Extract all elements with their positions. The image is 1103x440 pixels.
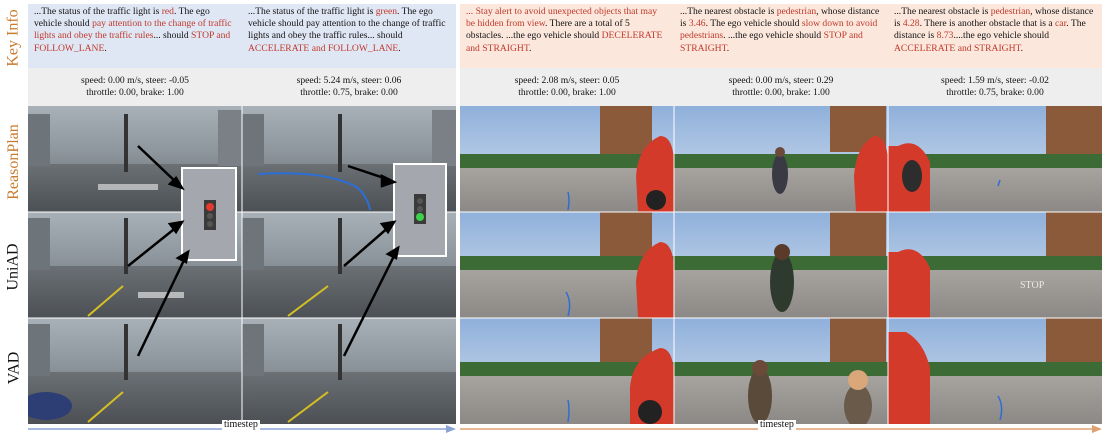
panel-uniad-t4	[674, 212, 888, 318]
body-text: .	[398, 42, 401, 54]
stats-5	[888, 68, 1102, 106]
panel-vad-t1	[28, 318, 242, 424]
body-text: .	[1020, 42, 1024, 54]
panel-reasonplan-t3	[460, 106, 674, 212]
body-text: , whose distance is	[680, 6, 880, 30]
timestep-label-left: timestep	[224, 419, 258, 430]
panel-reasonplan-t5	[888, 106, 1102, 212]
stats-2-line2: throttle: 0.75, brake: 0.00	[300, 87, 398, 98]
traffic-light-inset-green	[394, 164, 446, 256]
body-text: .	[726, 42, 730, 54]
panel-uniad-t3	[460, 212, 674, 318]
panel-vad-t3	[460, 318, 674, 424]
timestep-label-right: timestep	[760, 419, 794, 430]
panel-vad-t5	[888, 318, 1102, 424]
stats-3-line2: throttle: 0.00, brake: 1.00	[518, 87, 616, 98]
row-label-uniad-text: UniAD	[4, 243, 22, 291]
panel-vad-t2	[242, 318, 456, 424]
highlight-text: STOP and FOLLOW_LANE	[34, 30, 231, 54]
body-text: ...The nearest obstacle is	[894, 6, 991, 17]
body-text: . The ego vehicle should pay attention to the change of traffic lights and obey the traffic rules... should	[248, 6, 446, 42]
body-text: . The distance is	[894, 18, 1086, 42]
road-stop-text: STOP	[1020, 280, 1045, 291]
highlight-text: 4.28	[902, 18, 920, 30]
body-text: . The ego vehicle should	[34, 6, 210, 30]
stats-1	[28, 68, 242, 106]
body-text: .	[528, 42, 532, 54]
highlight-text: pedestrian	[776, 6, 817, 17]
body-text: , whose distance is	[894, 6, 1094, 30]
highlight-text: slow down to avoid pedestrians	[680, 18, 878, 42]
stats-4-line1: speed: 0.00 m/s, steer: 0.29	[728, 75, 834, 86]
highlight-text: 8.73	[936, 30, 954, 42]
body-text: . There is another obstacle that is a	[919, 18, 1056, 30]
highlight-text: ... Stay alert to avoid unexpected objects that may be hidden from view	[466, 6, 658, 30]
highlight-text: STOP and STRAIGHT	[680, 30, 863, 54]
pedestrian-figure	[772, 154, 788, 194]
highlight-text: pedestrian	[990, 6, 1031, 17]
body-text: ....the ego vehicle should	[953, 30, 1050, 42]
body-text: . There are a total of 5 obstacles. ...the ego vehicle should	[466, 18, 630, 42]
highlight-text: red	[161, 6, 174, 17]
highlight-text: 3.46	[688, 18, 706, 30]
row-label-key-info-text: Key Info	[5, 9, 22, 67]
body-text: ...The status of the traffic light is	[248, 6, 376, 17]
stats-1-line2: throttle: 0.00, brake: 1.00	[86, 87, 184, 98]
key-info-1	[28, 4, 242, 68]
key-info-2	[242, 4, 456, 68]
stats-4-line2: throttle: 0.00, brake: 1.00	[732, 87, 830, 98]
pedestrian-figure	[748, 368, 772, 424]
body-text: . The ego vehicle should	[705, 18, 802, 30]
stats-3-line1: speed: 2.08 m/s, steer: 0.05	[514, 75, 620, 86]
highlight-text: DECELERATE and STRAIGHT	[466, 30, 663, 54]
pedestrian-scene-svg	[460, 106, 1102, 424]
body-text: . ...the ego vehicle should	[723, 30, 824, 42]
body-text: ...The status of the traffic light is	[34, 6, 162, 17]
stats-3	[460, 68, 674, 106]
body-text: ...The nearest obstacle is	[680, 6, 777, 17]
row-label-vad-text: VAD	[4, 351, 22, 385]
traffic-light-inset-red	[182, 168, 236, 260]
stats-2-line1: speed: 5.24 m/s, steer: 0.06	[296, 75, 402, 86]
stats-1-line1: speed: 0.00 m/s, steer: -0.05	[81, 75, 189, 86]
traffic-light-scene-grid	[28, 106, 456, 424]
stats-4	[674, 68, 888, 106]
key-info-5	[888, 4, 1102, 68]
body-text: .	[104, 42, 107, 54]
panel-uniad-t5	[888, 212, 1102, 318]
panel-reasonplan-t4	[674, 106, 888, 212]
stats-5-line2: throttle: 0.75, brake: 0.00	[946, 87, 1044, 98]
key-info-3	[460, 4, 674, 68]
scene-panels-right	[460, 106, 1102, 424]
body-text: ... should	[153, 30, 192, 42]
stats-2	[242, 68, 456, 106]
panel-vad-t4	[674, 318, 888, 424]
highlight-text: green	[375, 6, 398, 17]
highlight-text: ACCELERATE and STRAIGHT	[894, 42, 1021, 54]
highlight-text: pay attention to the change of traffic lights and obey the traffic rules	[34, 18, 232, 42]
key-info-4	[674, 4, 888, 68]
highlight-text: ACCELERATE and FOLLOW_LANE	[248, 42, 399, 54]
stats-5-line1: speed: 1.59 m/s, steer: -0.02	[941, 75, 1049, 86]
red-light-icon	[206, 203, 214, 211]
traffic-light-scene-svg	[28, 106, 456, 424]
pedestrian-figure	[770, 252, 794, 312]
green-light-icon	[416, 213, 424, 221]
row-label-reasonplan-text: ReasonPlan	[4, 124, 22, 200]
pedestrian-scene-grid	[460, 106, 1102, 424]
highlight-text: car	[1055, 18, 1067, 30]
